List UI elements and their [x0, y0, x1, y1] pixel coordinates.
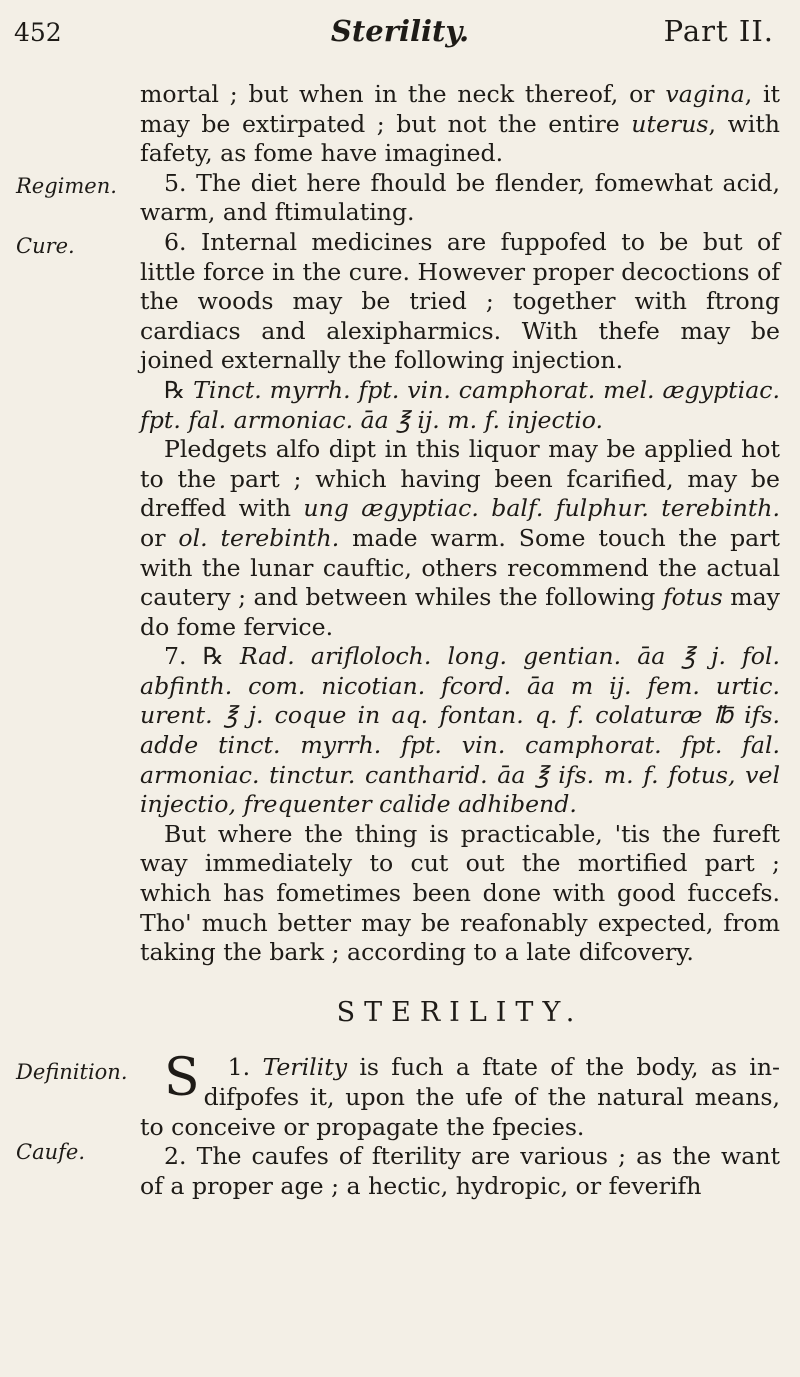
italic-term: ung ægyptiac. balf. fulphur. terebinth.	[303, 494, 780, 523]
text-run: , it may be extirpated ; but not the entire	[140, 80, 781, 138]
margin-note-cause: Caufe.	[16, 1140, 85, 1164]
text-run: may do fome fervice.	[140, 583, 780, 641]
margin-note-cure: Cure.	[16, 234, 75, 258]
text-run: made warm. Some touch the part with the lunar cauftic, others recommend the actual cautery ; and between whiles the following	[140, 523, 780, 612]
italic-term: Terility	[262, 1053, 348, 1082]
page-number: 452	[14, 18, 62, 47]
paragraph-definition	[140, 1048, 780, 1142]
text-run: Pledgets alfo dipt in this liquor may be applied hot to the part ; which having been fcarified, may be dreffed with	[140, 435, 780, 523]
recipe-symbol: ℞	[164, 375, 194, 404]
paragraph-internal-medicines: 6. Internal medicines are fuppofed to be but of little force in the cure. However proper decoctions of the woods may be tried ; together with ftrong cardiacs and alexipharmics. With thefe may be joined externally the following injection.	[140, 227, 780, 375]
recipe-text: Tinct. myrrh. fpt. vin. camphorat. mel. ægyptiac. fpt. fal. armoniac. āa ℥ ij. m. f. injectio.	[140, 375, 780, 434]
body-text	[140, 80, 780, 1201]
paragraph-diet: 5. The diet here fhould be flender, fomewhat acid, warm, and ftimulating.	[140, 168, 780, 227]
italic-term: vagina	[665, 80, 745, 108]
recipe-injection	[140, 376, 780, 435]
text-run: , with fafety, as fome have imagined.	[140, 109, 780, 168]
running-header	[0, 8, 800, 58]
drop-cap: S	[164, 1048, 200, 1109]
part-label: Part II.	[663, 14, 774, 48]
recipe-fotus	[140, 642, 780, 820]
paragraph-continuation	[140, 80, 780, 169]
item-number: 1.	[227, 1053, 263, 1082]
paragraph-causes: 2. The caufes of fterility are various ; as the want of a proper age ; a hectic, hydropic, or feverifh	[140, 1142, 780, 1200]
italic-term: uterus	[631, 109, 709, 138]
recipe-text: Rad. arifloloch. long. gentian. āa ℥ j. fol. abfinth. com. nicotian. fcord. āa m ij. fem. urtic. urent. ℥ j. coque in aq. fontan. q. f. colaturæ ℔ ifs. adde tinct. myrrh. fpt. vin. camphorat. fpt. fal. armoniac. tinctur. cantharid. āa ℥ ifs. m. f. fotus, vel injectio, frequenter calide adhibend.	[140, 642, 780, 819]
italic-term: fotus	[662, 583, 723, 612]
running-title: Sterility.	[330, 14, 470, 48]
paragraph-excision: But where the thing is practicable, 'tis the fureft way immediately to cut out the mortified part ; which has fometimes been done with good fuccefs. Tho' much better may be reafonably expected, from taking the bark ; according to a late difcovery.	[140, 819, 780, 967]
recipe-number: 7. ℞	[164, 642, 240, 671]
margin-note-definition: Definition.	[16, 1060, 128, 1084]
section-heading: STERILITY.	[336, 996, 584, 1028]
margin-note-regimen: Regimen.	[16, 174, 117, 198]
paragraph-pledgets	[140, 435, 780, 642]
text-run: mortal ; but when in the neck thereof, or	[140, 80, 666, 108]
text-run: is fuch a ftate of the body, as in-difpofes it, upon the ufe of the natural means, to conceive or propagate the fpecies.	[140, 1053, 780, 1141]
italic-term: ol. terebinth.	[178, 523, 340, 552]
text-run: or	[140, 523, 179, 552]
